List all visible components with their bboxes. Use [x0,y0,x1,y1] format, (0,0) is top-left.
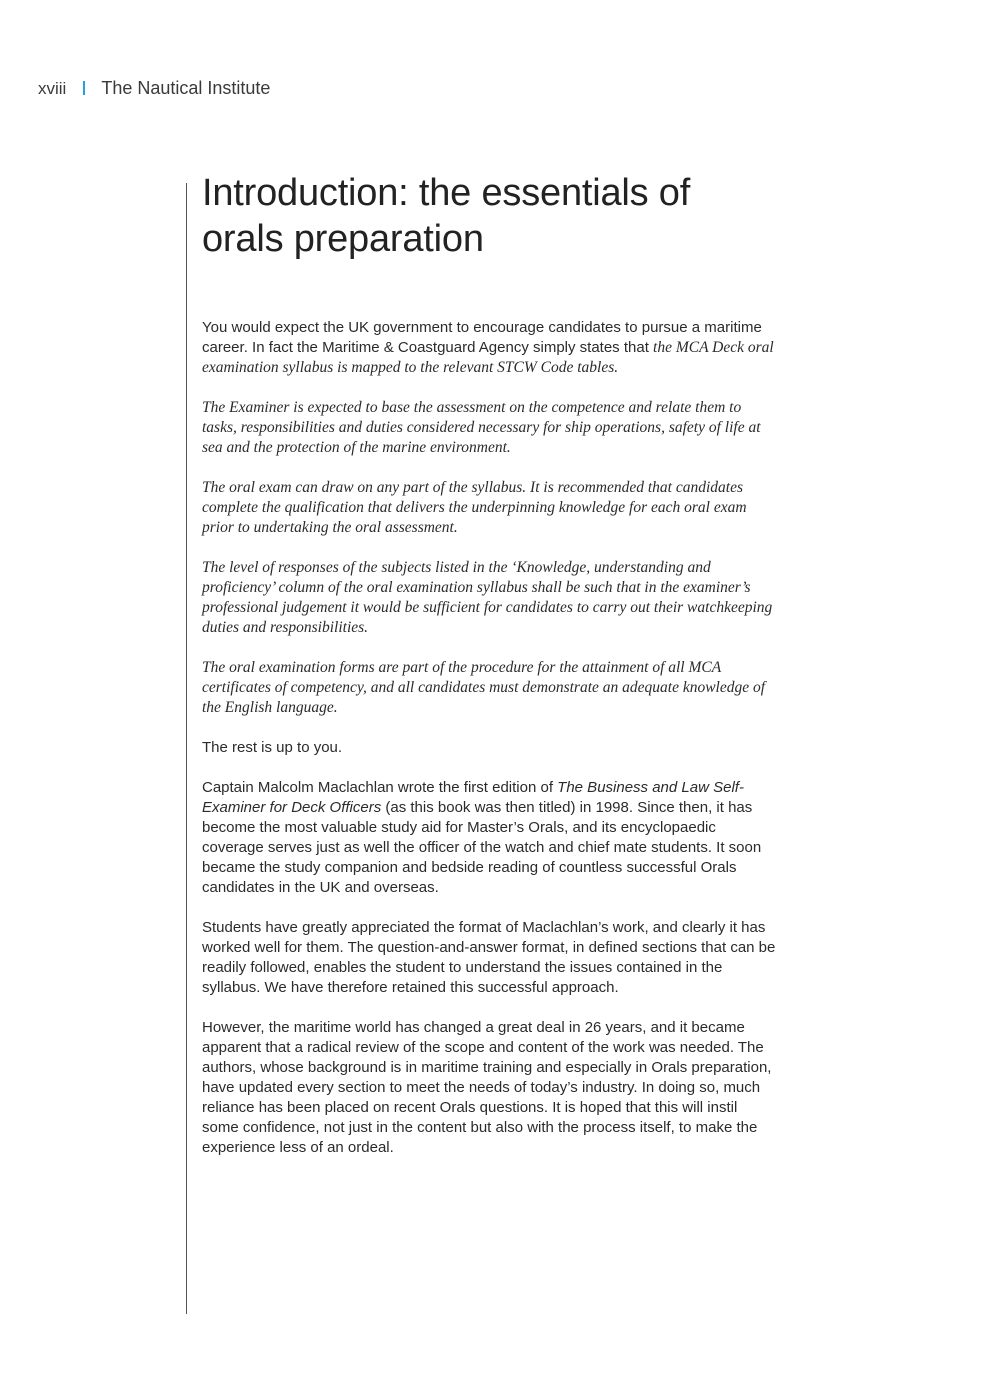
paragraph-history-end: (as this book was then titled) in 1998. Since then, it has become the most valuable study aid for Master’s Orals, and its encyclopaedic coverage serves just as well the officer of the watch and chief mate students. It soon became the study companion and bedside reading of countless successful Orals candidates in the UK and overseas. [202,799,762,896]
running-header [38,77,270,100]
paragraph-intro-text: You would expect the UK government to encourage candidates to pursue a maritime career. In fact the Maritime & Coastguard Agency simply states that [202,319,762,356]
quote-paragraph-1: The Examiner is expected to base the assessment on the competence and relate them to tasks, responsibilities and duties considered necessary for ship operations, safety of life at sea and the protection of the marine environment. [202,399,761,456]
paragraph-format: Students have greatly appreciated the format of Maclachlan’s work, and clearly it has worked well for them. The question-and-answer format, in defined sections that can be readily followed, enables the student to understand the issues contained in the syllabus. We have therefore retained this successful approach. [202,919,776,996]
chapter-title [202,170,762,262]
publisher-name: The Nautical Institute [101,78,271,98]
paragraph-intro [202,318,777,378]
quote-paragraph-4: The oral examination forms are part of the procedure for the attainment of all MCA certificates of competency, and all candidates must demonstrate an adequate knowledge of the English language. [202,659,766,716]
page-number: xviii [38,79,67,98]
paragraph-history [202,778,777,898]
paragraph-rest: The rest is up to you. [202,739,343,756]
header-separator [83,81,85,95]
body-text [202,318,777,1178]
chapter-title-line-2: orals preparation [202,218,484,260]
paragraph-history-start: Captain Malcolm Maclachlan wrote the first edition of [202,779,558,796]
book-title: The Business and Law Self-Examiner for Deck Officers [202,779,744,816]
margin-rule [186,183,187,1314]
chapter-title-line-1: Introduction: the essentials of [202,172,691,214]
paragraph-review: However, the maritime world has changed a great deal in 26 years, and it became apparent that a radical review of the scope and content of the work was needed. The authors, whose background is in maritime training and especially in Orals preparation, have updated every section to meet the needs of today’s industry. In doing so, much reliance has been placed on recent Orals questions. It is hoped that this will instil some confidence, not just in the content but also with the process itself, to make the experience less of an ordeal. [202,1019,772,1156]
quote-paragraph-2: The oral exam can draw on any part of the syllabus. It is recommended that candidates complete the qualification that delivers the underpinning knowledge for each oral exam prior to undertaking the oral assessment. [202,479,747,536]
mca-quote-inline: the MCA Deck oral examination syllabus is mapped to the relevant STCW Code tables. [202,339,774,376]
quote-paragraph-3: The level of responses of the subjects listed in the ‘Knowledge, understanding and proficiency’ column of the oral examination syllabus shall be such that in the examiner’s professional judgement it would be sufficient for candidates to carry out their watchkeeping duties and responsibilities. [202,559,773,636]
